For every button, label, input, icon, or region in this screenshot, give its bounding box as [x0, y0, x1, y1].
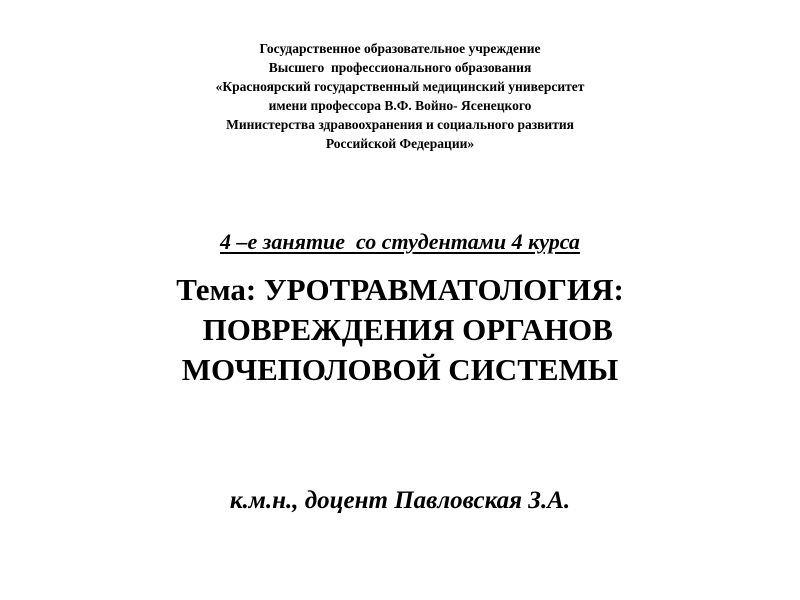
institution-line: Министерства здравоохранения и социального развития — [226, 117, 574, 132]
topic-line: Тема: УРОТРАВМАТОЛОГИЯ: — [176, 272, 624, 307]
institution-line: Государственное образовательное учреждение — [259, 41, 541, 56]
institution-header — [0, 39, 800, 153]
session-text: 4 –е занятие со студентами 4 курса — [220, 229, 580, 254]
institution-line: «Красноярский государственный медицинский университет — [215, 79, 585, 94]
session-subtitle — [0, 227, 800, 257]
institution-line: Российской Федерации» — [325, 136, 475, 151]
institution-line: Высшего профессионального образования — [268, 60, 532, 75]
institution-line: имени профессора В.Ф. Войно- Ясенецкого — [268, 98, 532, 113]
topic-title — [0, 270, 800, 390]
topic-line: ПОВРЕЖДЕНИЯ ОРГАНОВ — [187, 312, 613, 347]
author-credit: к.м.н., доцент Павловская З.А. — [229, 487, 571, 514]
topic-line: МОЧЕПОЛОВОЙ СИСТЕМЫ — [181, 352, 619, 387]
